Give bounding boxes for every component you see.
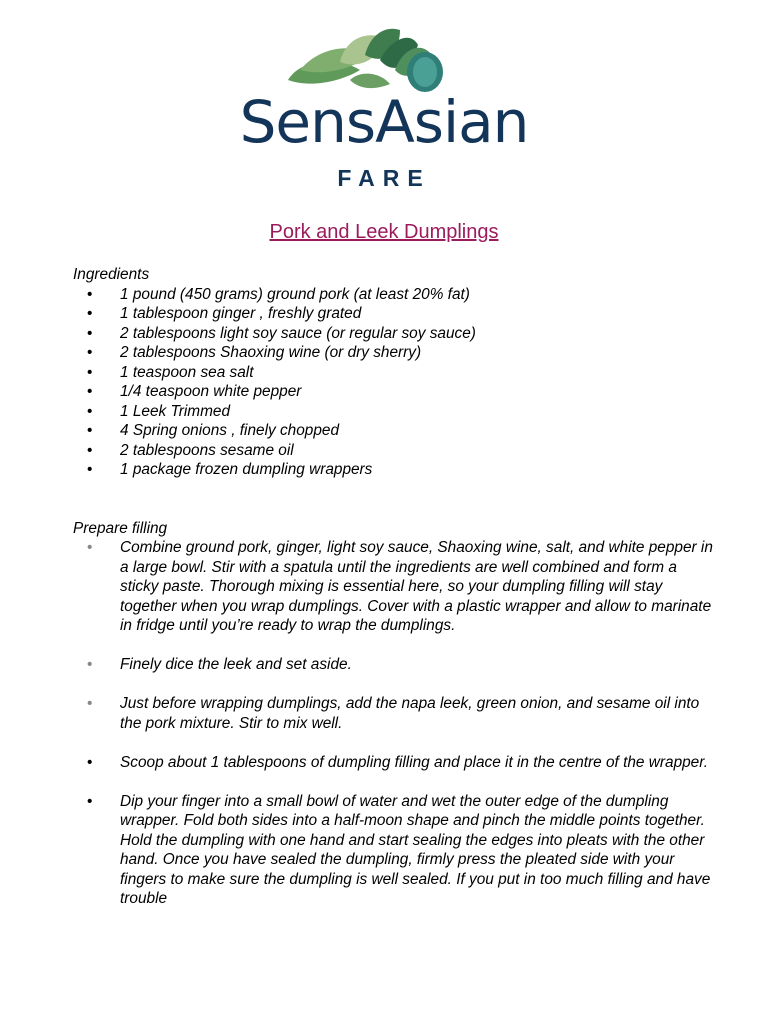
- bullet-icon: •: [87, 461, 93, 478]
- bullet-icon: •: [87, 753, 93, 771]
- brand-subtitle: FARE: [337, 165, 431, 191]
- ingredient-item: • 1 package frozen dumpling wrappers: [87, 461, 373, 478]
- prepare-filling-heading: Prepare filling: [73, 519, 168, 537]
- bullet-icon: •: [87, 422, 93, 439]
- ingredient-item: • 2 tablespoons light soy sauce (or regular soy sauce): [87, 324, 476, 342]
- bullet-icon: •: [87, 539, 93, 556]
- ingredient-item: • 1 teaspoon sea salt: [87, 363, 254, 381]
- steps-list: [73, 538, 713, 909]
- ingredients-list: [73, 285, 713, 480]
- step-item: • Finely dice the leek and set aside.: [87, 656, 352, 673]
- ingredient-item: • 1 pound (450 grams) ground pork (at least 20% fat): [87, 285, 470, 303]
- brand-name: SensAsian: [239, 88, 529, 156]
- bullet-icon: •: [87, 285, 93, 303]
- ingredient-item: • 2 tablespoons Shaoxing wine (or dry sherry): [87, 344, 422, 361]
- bullet-icon: •: [87, 363, 93, 381]
- ingredient-item: • 2 tablespoons sesame oil: [87, 441, 294, 459]
- bullet-icon: •: [87, 792, 93, 810]
- ingredient-item: • 1 tablespoon ginger , freshly grated: [87, 305, 362, 322]
- ingredients-heading: Ingredients: [73, 266, 150, 283]
- ingredient-item: • 1 Leek Trimmed: [87, 402, 231, 420]
- bullet-icon: •: [87, 305, 93, 322]
- ingredient-item: • 1/4 teaspoon white pepper: [87, 383, 302, 400]
- bullet-icon: •: [87, 656, 93, 673]
- bullet-icon: •: [87, 695, 93, 712]
- ingredient-item: • 4 Spring onions , finely chopped: [87, 422, 340, 439]
- bullet-icon: •: [87, 402, 93, 420]
- recipe-content: [73, 265, 713, 928]
- step-item: • Just before wrapping dumplings, add the napa leek, green onion, and sesame oil into the pork mixture. Stir to mix well.: [87, 695, 700, 732]
- bullet-icon: •: [87, 383, 93, 400]
- recipe-title: Pork and Leek Dumplings: [269, 221, 499, 243]
- brand-logo: [0, 0, 768, 200]
- step-item: • Combine ground pork, ginger, light soy sauce, Shaoxing wine, salt, and white pepper in a large bowl. Stir with a spatula until the ingredients are well combined and form a sticky paste. Thorough mixing is essential here, so your dumpling filling will stay together when you wrap dumplings. Cover with a plastic wrapper and allow to marinate in fridge until you’re ready to wrap the dumplings.: [87, 539, 713, 634]
- step-item: • Dip your finger into a small bowl of water and wet the outer edge of the dumpling wrapper. Fold both sides into a half-moon shape and pinch the middle points together. Hold the dumpling with one hand and start sealing the edges into pleats with the other hand. Once you have sealed the dumpling, firmly press the pleated side with your fingers to make sure the dumpling is well sealed. If you put in too much filling and have trouble: [87, 792, 711, 907]
- step-item: • Scoop about 1 tablespoons of dumpling filling and place it in the centre of the wrapper.: [87, 753, 709, 771]
- bullet-icon: •: [87, 441, 93, 459]
- bullet-icon: •: [87, 324, 93, 342]
- bullet-icon: •: [87, 344, 93, 361]
